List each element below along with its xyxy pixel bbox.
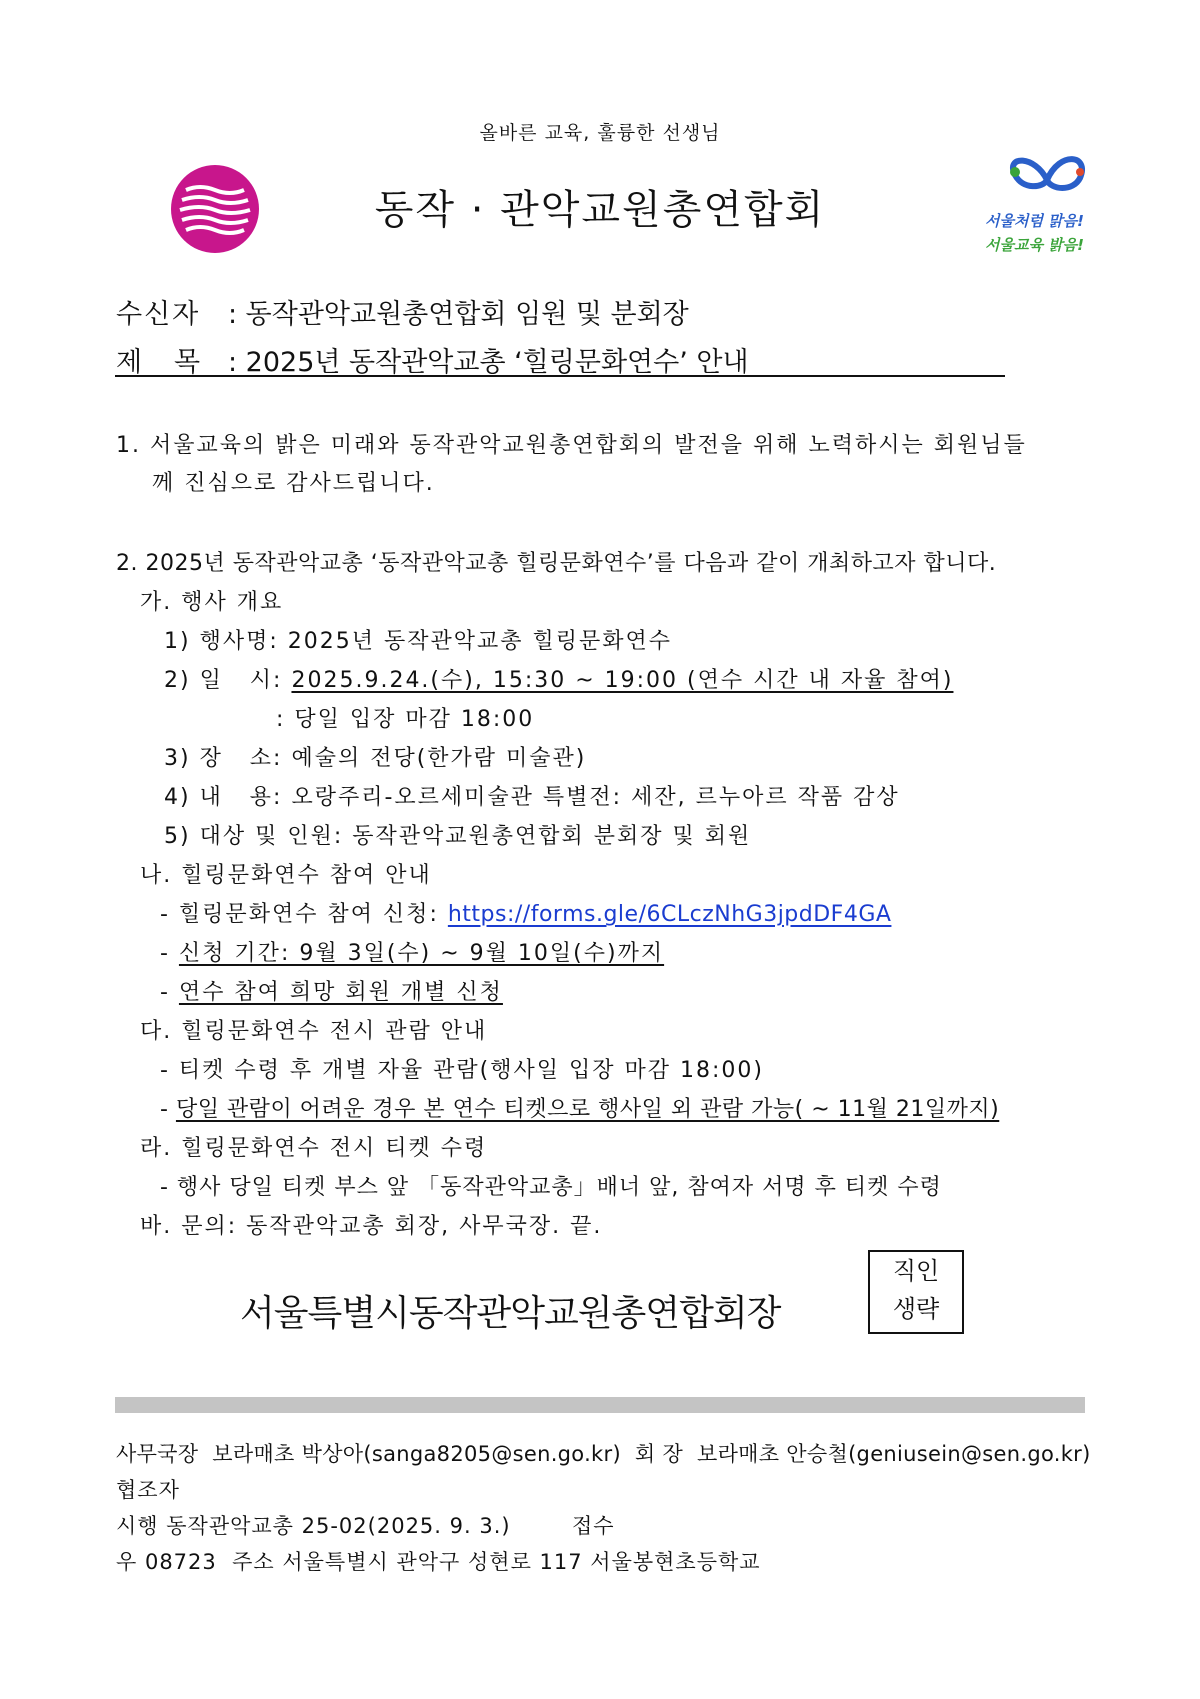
seoul-education-logo — [985, 150, 1105, 260]
subject-value: : 2025년 동작관악교총 ‘힐링문화연수’ 안내 — [228, 347, 749, 378]
footer-divider — [115, 1397, 1085, 1413]
recipient-label: 수신자 — [116, 299, 201, 330]
butterfly-icon — [985, 150, 1105, 210]
registration-method-value: 연수 참여 희망 회원 개별 신청 — [178, 980, 503, 1005]
registration-link-label: - 힐링문화연수 참여 신청: — [160, 902, 448, 927]
event-entry-deadline: : 당일 입장 마감 18:00 — [276, 707, 535, 732]
viewing-info-2 — [160, 1092, 999, 1123]
subject-underline — [115, 375, 1005, 377]
paragraph-1-line-1: 1. 서울교육의 밝은 미래와 동작관악교원총연합회의 발전을 위해 노력하시는 회원님들 — [116, 433, 1027, 458]
subject-label-1: 제 — [116, 347, 145, 378]
section-ga-heading: 가. 행사 개요 — [140, 590, 284, 615]
paragraph-1-line-2: 께 진심으로 감사드립니다. — [152, 471, 435, 496]
footer-contacts: 사무국장 보라매초 박상아(sanga8205@sen.go.kr) 회 장 보라매초 안승철(geniusein@sen.go.kr) — [116, 1442, 1091, 1466]
event-datetime-value: 2025.9.24.(수), 15:30 ~ 19:00 (연수 시간 내 자율 참여) — [291, 668, 954, 693]
seal-line-1: 직인 — [892, 1257, 940, 1285]
registration-period — [160, 936, 664, 967]
motto: 올바른 교육, 훌륭한 선생님 — [479, 122, 721, 144]
seal-line-2: 생략 — [892, 1295, 940, 1323]
registration-link-line — [160, 897, 891, 928]
registration-method — [160, 975, 503, 1006]
viewing-info-2-value: 당일 관람이 어려운 경우 본 연수 티켓으로 행사일 외 관람 가능( ~ 11월 21일까지) — [175, 1097, 1000, 1122]
section-da-heading: 다. 힐링문화연수 전시 관람 안내 — [140, 1019, 488, 1044]
registration-form-link[interactable]: https://forms.gle/6CLczNhG3jpdDF4GA — [447, 902, 892, 927]
footer-cooperator: 협조자 — [116, 1478, 180, 1502]
event-venue: 3) 장 소: 예술의 전당(한가람 미술관) — [164, 746, 587, 771]
logo-slogan-1: 서울처럼 맑음! — [985, 212, 1085, 230]
signer-title: 서울특별시동작관악교원총연합회장 — [240, 1293, 781, 1334]
org-title: 동작 · 관악교원총연합회 — [374, 187, 826, 233]
section-ra-heading: 라. 힐링문화연수 전시 티켓 수령 — [140, 1136, 488, 1161]
event-name: 1) 행사명: 2025년 동작관악교총 힐링문화연수 — [164, 629, 672, 654]
section-na-heading: 나. 힐링문화연수 참여 안내 — [140, 863, 432, 888]
viewing-info-2-dash: - — [160, 1097, 176, 1122]
footer-address: 우 08723 주소 서울특별시 관악구 성현로 117 서울봉현초등학교 — [116, 1550, 761, 1574]
paragraph-2: 2. 2025년 동작관악교총 ‘동작관악교총 힐링문화연수’를 다음과 같이 개최하고자 합니다. — [116, 551, 997, 576]
event-audience: 5) 대상 및 인원: 동작관악교원총연합회 분회장 및 회원 — [164, 824, 752, 849]
footer-document-number: 시행 동작관악교총 25-02(2025. 9. 3.) 접수 — [116, 1514, 615, 1538]
registration-method-dash: - — [160, 980, 179, 1005]
registration-period-value: 신청 기간: 9월 3일(수) ~ 9월 10일(수)까지 — [178, 941, 665, 966]
event-datetime-label: 2) 일 시: — [164, 668, 292, 693]
section-ba-contact: 바. 문의: 동작관악교총 회장, 사무국장. 끝. — [140, 1214, 603, 1239]
subject-label-2: 목 — [174, 347, 203, 378]
event-datetime — [164, 663, 953, 694]
seal-omitted-box — [868, 1250, 964, 1334]
registration-period-dash: - — [160, 941, 179, 966]
viewing-info-1: - 티켓 수령 후 개별 자율 관람(행사일 입장 마감 18:00) — [160, 1058, 764, 1083]
event-content: 4) 내 용: 오랑주리-오르세미술관 특별전: 세잔, 르누아르 작품 감상 — [164, 785, 900, 810]
logo-slogan-2: 서울교육 밝음! — [985, 236, 1085, 254]
recipient-value: : 동작관악교원총연합회 임원 및 분회장 — [228, 299, 689, 330]
ticket-pickup-info: - 행사 당일 티켓 부스 앞 「동작관악교총」배너 앞, 참여자 서명 후 티켓 수령 — [160, 1175, 942, 1200]
